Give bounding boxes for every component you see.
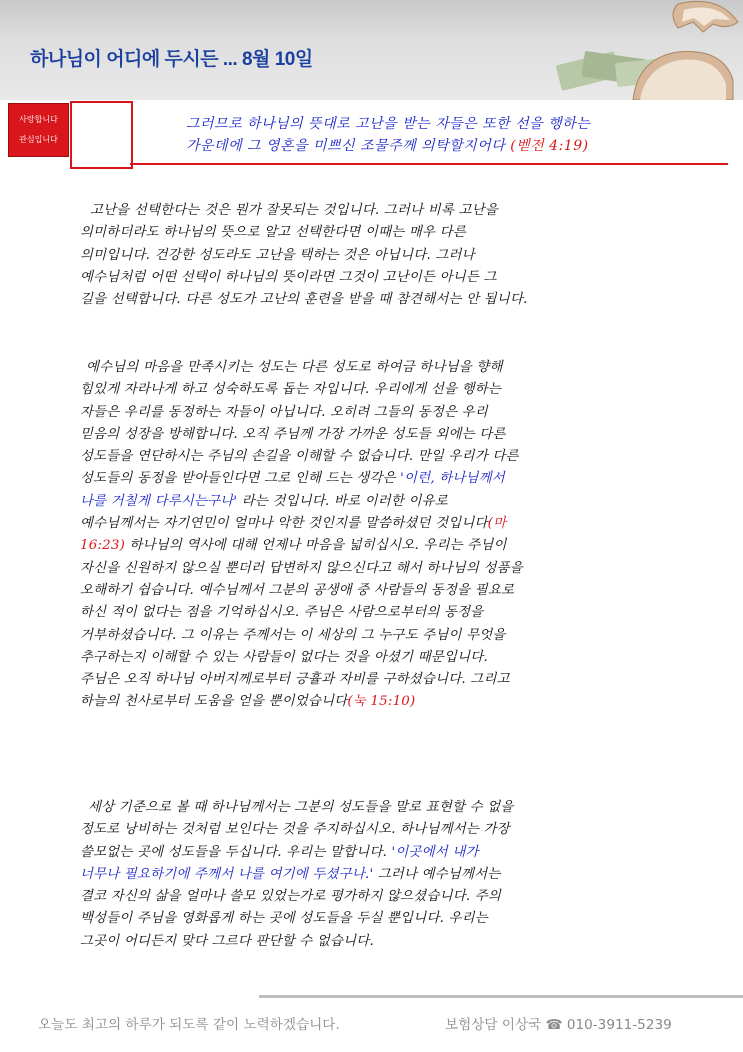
scripture-reference: (눅 15:10) [347, 694, 416, 710]
para3-line: 백성들이 주님을 영화롭게 하는 곳에 성도들을 두실 뿐입니다. 우리는 [80, 911, 488, 927]
scripture-reference: (마 [487, 516, 507, 532]
para3-line: 너무나 필요하기에 주께서 나를 여기에 두셨구나.' 그러나 예수님께서는 [80, 866, 501, 882]
para2-line: 예수님께서는 자기연민이 얼마나 악한 것인지를 말씀하셨던 것입니다(마 [80, 516, 507, 532]
para2-line: 믿음의 성장을 방해합니다. 오직 주님께 가장 가까운 성도들 외에는 다른 [80, 426, 506, 442]
para3-line: 세상 기준으로 볼 때 하나님께서는 그분의 성도들을 말로 표현할 수 없을 [88, 800, 514, 815]
footer-motto: 오늘도 최고의 하루가 되도록 같이 노력하겠습니다. [38, 1017, 340, 1033]
quote-text: 나를 거칠게 다루시는구나' [80, 493, 238, 509]
para1-line: 길을 선택합니다. 다른 성도가 고난의 훈련을 받을 때 참견해서는 안 됩니다. [80, 292, 528, 308]
para2-line: 예수님의 마음을 만족시키는 성도는 다른 성도로 하여금 하나님을 향해 [86, 360, 503, 375]
quote-text: 너무나 필요하기에 주께서 나를 여기에 두셨구나.' [80, 866, 374, 882]
para2-line: 주님은 오직 하나님 아버지께로부터 긍휼과 자비를 구하셨습니다. 그리고 [80, 672, 510, 688]
para2-line: 16:23) 하나님의 역사에 대해 언제나 마음을 넓히십시오. 우리는 주님이 [80, 538, 507, 554]
para3-line: 정도로 낭비하는 것처럼 보인다는 것을 주지하십시오. 하나님께서는 가장 [80, 822, 510, 838]
badge-line-2: 관심입니다 [19, 135, 58, 144]
love-badge [8, 103, 69, 157]
para2-line: 자신을 신원하지 않으실 뿐더러 답변하지 않으신다고 해서 하나님의 성품을 [80, 560, 523, 576]
paragraph-3 [80, 797, 665, 953]
para2-line: 오해하기 쉽습니다. 예수님께서 그분의 공생애 중 사람들의 동정을 필요로 [80, 582, 515, 598]
para1-line: 의미하더라도 하나님의 뜻으로 알고 선택한다면 이때는 매우 다른 [80, 225, 466, 241]
paragraph-1 [80, 200, 665, 311]
para1-line: 의미입니다. 건강한 성도라도 고난을 택하는 것은 아닙니다. 그러나 [80, 247, 475, 263]
verse-reference: (벧전 4:19) [505, 138, 589, 154]
quote-text: '이런, 하나님께서 [400, 471, 505, 487]
blank-box [70, 101, 133, 169]
page-title: 하나님이 어디에 두시든 ... 8월 10일 [30, 49, 313, 70]
scripture-verse [186, 113, 726, 157]
paragraph-2 [80, 357, 665, 714]
para2-line: 성도들을 연단하시는 주님의 손길을 이해할 수 없습니다. 만일 우리가 다른 [80, 449, 519, 465]
para2-line: 추구하는지 이해할 수 있는 사람들이 없다는 것을 아셨기 때문입니다. [80, 649, 488, 665]
para2-line: 성도들의 동정을 받아들인다면 그로 인해 드는 생각은 '이런, 하나님께서 [80, 471, 505, 487]
para1-line: 고난을 선택한다는 것은 뭔가 잘못되는 것입니다. 그러나 비록 고난을 [90, 203, 498, 218]
broken-egg-money-illustration [528, 0, 743, 100]
footer-contact: 보험상담 이상국 ☎ 010-3911-5239 [445, 1017, 672, 1033]
para2-line: 나를 거칠게 다루시는구나' 라는 것입니다. 바로 이러한 이유로 [80, 493, 448, 509]
para2-line: 하늘의 천사로부터 도움을 얻을 뿐이었습니다(눅 15:10) [80, 694, 416, 710]
para2-line: 거부하셨습니다. 그 이유는 주께서는 이 세상의 그 누구도 주님이 무엇을 [80, 627, 506, 643]
header-banner [0, 0, 743, 100]
para3-line: 쓸모없는 곳에 성도들을 두십니다. 우리는 말합니다. '이곳에서 내가 [80, 844, 479, 860]
verse-line-2: 가운데에 그 영혼을 미쁘신 조물주께 의탁할지어다 (벧전 4:19) [186, 138, 589, 154]
para2-line: 힘있게 자라나게 하고 성숙하도록 돕는 자입니다. 우리에게 선을 행하는 [80, 382, 502, 398]
badge-line-1: 사랑합니다 [19, 115, 58, 124]
verse-line-1: 그러므로 하나님의 뜻대로 고난을 받는 자들은 또한 선을 행하는 [186, 116, 591, 132]
para2-line: 자들은 우리를 동정하는 자들이 아닙니다. 오히려 그들의 동정은 우리 [80, 404, 488, 420]
footer-divider [259, 995, 743, 998]
para3-line: 그곳이 어디든지 맞다 그르다 판단할 수 없습니다. [80, 933, 374, 949]
para2-line: 하신 적이 없다는 점을 기억하십시오. 주님은 사람으로부터의 동정을 [80, 605, 484, 621]
scripture-reference: 16:23) [80, 538, 126, 554]
quote-text: '이곳에서 내가 [391, 844, 479, 860]
para1-line: 예수님처럼 어떤 선택이 하나님의 뜻이라면 그것이 고난이든 아니든 그 [80, 269, 497, 285]
para3-line: 결코 자신의 삶을 얼마나 쓸모 있었는가로 평가하지 않으셨습니다. 주의 [80, 889, 502, 905]
divider-line [130, 163, 728, 165]
